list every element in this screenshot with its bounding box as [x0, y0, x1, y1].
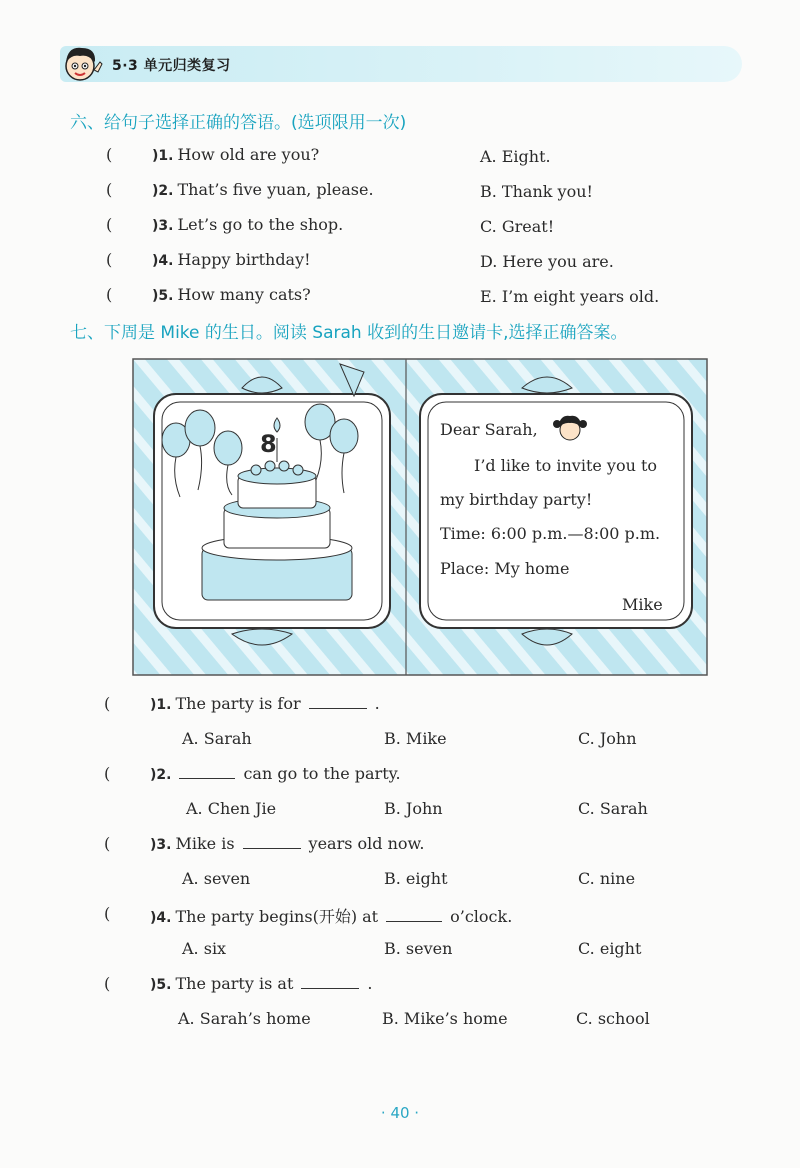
question-number: )5. — [152, 288, 174, 304]
card-line1: I’d like to invite you to — [474, 456, 658, 475]
invitation-card — [132, 358, 708, 676]
card-line2: my birthday party! — [440, 490, 593, 509]
answer-paren[interactable]: ( — [104, 904, 111, 923]
card-place: Place: My home — [440, 559, 570, 578]
fill-blank[interactable] — [301, 975, 359, 989]
header-title: 5·3 单元归类复习 — [112, 58, 231, 74]
card-signature: Mike — [622, 595, 663, 614]
section7-title: 七、下周是 Mike 的生日。阅读 Sarah 收到的生日邀请卡,选择正确答案。 — [70, 323, 628, 343]
question-number: )3. — [150, 837, 172, 853]
answer-option[interactable]: B. eight — [384, 869, 448, 888]
question-text-end: . — [374, 694, 380, 713]
question-text-end: years old now. — [308, 834, 425, 853]
answer-paren[interactable]: ( — [106, 285, 113, 304]
section6-answer-option: C. Great! — [480, 217, 555, 236]
section6-answer-option: A. Eight. — [480, 147, 551, 166]
answer-option[interactable]: C. eight — [578, 939, 642, 958]
question-number: )2. — [152, 183, 174, 199]
question-text: Let’s go to the shop. — [177, 215, 344, 234]
fill-blank[interactable] — [309, 695, 367, 709]
answer-option[interactable]: B. Mike’s home — [382, 1009, 508, 1028]
section6-answer-option: B. Thank you! — [480, 182, 593, 201]
answer-option[interactable]: A. seven — [182, 869, 251, 888]
section6-title: 六、给句子选择正确的答语。(选项限用一次) — [70, 113, 407, 133]
question-text: How old are you? — [177, 145, 320, 164]
question-number: )2. — [150, 767, 172, 783]
answer-option[interactable]: A. six — [182, 939, 227, 958]
card-greeting: Dear Sarah, — [440, 420, 538, 439]
question-text: That’s five yuan, please. — [177, 180, 374, 199]
answer-paren[interactable]: ( — [104, 764, 111, 783]
fill-blank[interactable] — [243, 835, 301, 849]
answer-option[interactable]: B. seven — [384, 939, 453, 958]
fill-blank[interactable] — [386, 908, 442, 922]
question-number: )4. — [150, 910, 172, 926]
section7-question — [150, 764, 401, 783]
answer-option[interactable]: A. Chen Jie — [186, 799, 277, 818]
cake-candle-number: 8 — [260, 430, 277, 458]
question-number: )4. — [152, 253, 174, 269]
question-text-end: can go to the party. — [243, 764, 401, 783]
answer-option[interactable]: B. Mike — [384, 729, 447, 748]
question-text-end: . — [367, 974, 373, 993]
question-number: )3. — [152, 218, 174, 234]
answer-paren[interactable]: ( — [106, 250, 113, 269]
question-number: )5. — [150, 977, 172, 993]
answer-paren[interactable]: ( — [106, 145, 113, 164]
section7-question — [150, 904, 512, 927]
answer-option[interactable]: C. school — [576, 1009, 650, 1028]
section7-question — [150, 834, 424, 853]
answer-paren[interactable]: ( — [104, 834, 111, 853]
answer-paren[interactable]: ( — [104, 974, 111, 993]
question-text: How many cats? — [177, 285, 311, 304]
section6-question — [152, 215, 343, 234]
question-number: )1. — [150, 697, 172, 713]
answer-paren[interactable]: ( — [106, 180, 113, 199]
question-text: Mike is — [175, 834, 235, 853]
answer-paren[interactable]: ( — [104, 694, 111, 713]
section6-answer-option: D. Here you are. — [480, 252, 614, 271]
fill-blank[interactable] — [179, 765, 235, 779]
question-text: Happy birthday! — [177, 250, 311, 269]
question-text-end: o’clock. — [450, 907, 513, 926]
page-number: · 40 · — [380, 1104, 420, 1122]
section6-question — [152, 285, 311, 304]
section6-question — [152, 145, 319, 164]
answer-option[interactable]: C. nine — [578, 869, 636, 888]
section6-question — [152, 180, 374, 199]
boy-mascot-icon — [58, 40, 104, 86]
question-number: )1. — [152, 148, 174, 164]
question-text: The party is for — [175, 694, 301, 713]
answer-option[interactable]: A. Sarah’s home — [178, 1009, 311, 1028]
question-text: The party is at — [175, 974, 294, 993]
question-text: The party begins(开始) at — [175, 907, 379, 926]
answer-paren[interactable]: ( — [106, 215, 113, 234]
section6-question — [152, 250, 311, 269]
answer-option[interactable]: B. John — [384, 799, 443, 818]
answer-option[interactable]: C. John — [578, 729, 637, 748]
card-time: Time: 6:00 p.m.—8:00 p.m. — [440, 524, 661, 543]
section6-answer-option: E. I’m eight years old. — [480, 287, 660, 306]
answer-option[interactable]: C. Sarah — [578, 799, 648, 818]
section7-question — [150, 694, 380, 713]
section7-question — [150, 974, 372, 993]
answer-option[interactable]: A. Sarah — [182, 729, 252, 748]
